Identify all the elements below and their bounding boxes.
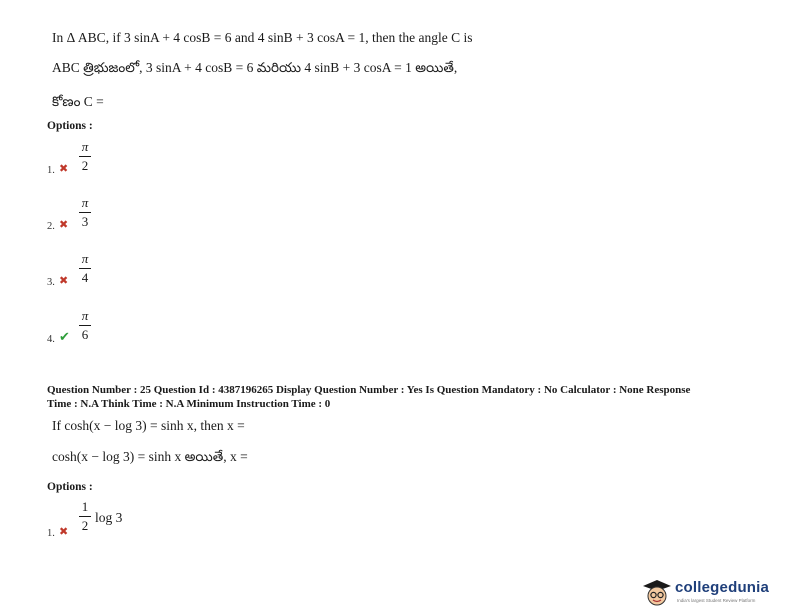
option-3-number: 3. <box>47 277 55 288</box>
question-25-telugu: cosh(x − log 3) = sinh x అయితే, x = <box>52 449 248 464</box>
fraction-numerator: π <box>81 139 89 154</box>
fraction-bar <box>79 212 91 213</box>
fraction-numerator: π <box>81 251 89 266</box>
option-1-fraction <box>77 500 93 533</box>
wrong-mark-icon: ✖ <box>59 219 69 231</box>
fraction-bar <box>79 156 91 157</box>
fraction-denominator: 2 <box>81 158 89 173</box>
option-4-number: 4. <box>47 334 55 345</box>
mascot-icon <box>641 578 673 608</box>
question-25-meta-line-1: Question Number : 25 Question Id : 4387196265 Display Question Number : Yes Is Question Mandatory : No Calculator : None Response <box>47 384 691 396</box>
wrong-mark-icon: ✖ <box>59 526 69 538</box>
fraction-bar <box>79 516 91 517</box>
logo-name: collegedunia <box>675 579 770 596</box>
fraction-denominator: 4 <box>81 270 89 285</box>
question-25-meta-line-2: Time : N.A Think Time : N.A Minimum Instruction Time : 0 <box>47 398 331 410</box>
option-4-fraction <box>77 309 93 342</box>
option-1-number: 1. <box>47 165 55 176</box>
fraction-denominator: 6 <box>81 327 89 342</box>
option-1-fraction <box>77 140 93 173</box>
fraction-numerator: π <box>81 308 89 323</box>
options-label: Options : <box>47 481 93 493</box>
option-1-number: 1. <box>47 528 55 539</box>
question-24-english: In Δ ABC, if 3 sinA + 4 cosB = 6 and 4 sinB + 3 cosA = 1, then the angle C is <box>52 30 473 45</box>
fraction-denominator: 2 <box>81 518 89 533</box>
option-3-fraction <box>77 252 93 285</box>
fraction-bar <box>79 268 91 269</box>
option-1-suffix: log 3 <box>95 510 123 525</box>
options-label: Options : <box>47 120 93 132</box>
wrong-mark-icon: ✖ <box>59 275 69 287</box>
fraction-numerator: 1 <box>81 499 89 514</box>
option-2-number: 2. <box>47 221 55 232</box>
fraction-numerator: π <box>81 195 89 210</box>
option-2-fraction <box>77 196 93 229</box>
fraction-denominator: 3 <box>81 214 89 229</box>
wrong-mark-icon: ✖ <box>59 163 69 175</box>
collegedunia-logo <box>641 578 791 608</box>
correct-check-icon: ✔ <box>59 329 70 344</box>
question-24-telugu-angle: కోణం C = <box>52 94 104 109</box>
fraction-bar <box>79 325 91 326</box>
question-24-telugu: ABC త్రిభుజంలో, 3 sinA + 4 cosB = 6 మరియు 4 sinB + 3 cosA = 1 అయితే, <box>52 60 458 75</box>
question-25-english: If cosh(x − log 3) = sinh x, then x = <box>52 418 245 433</box>
logo-tagline: India's largest Student Review Platform <box>677 598 756 603</box>
